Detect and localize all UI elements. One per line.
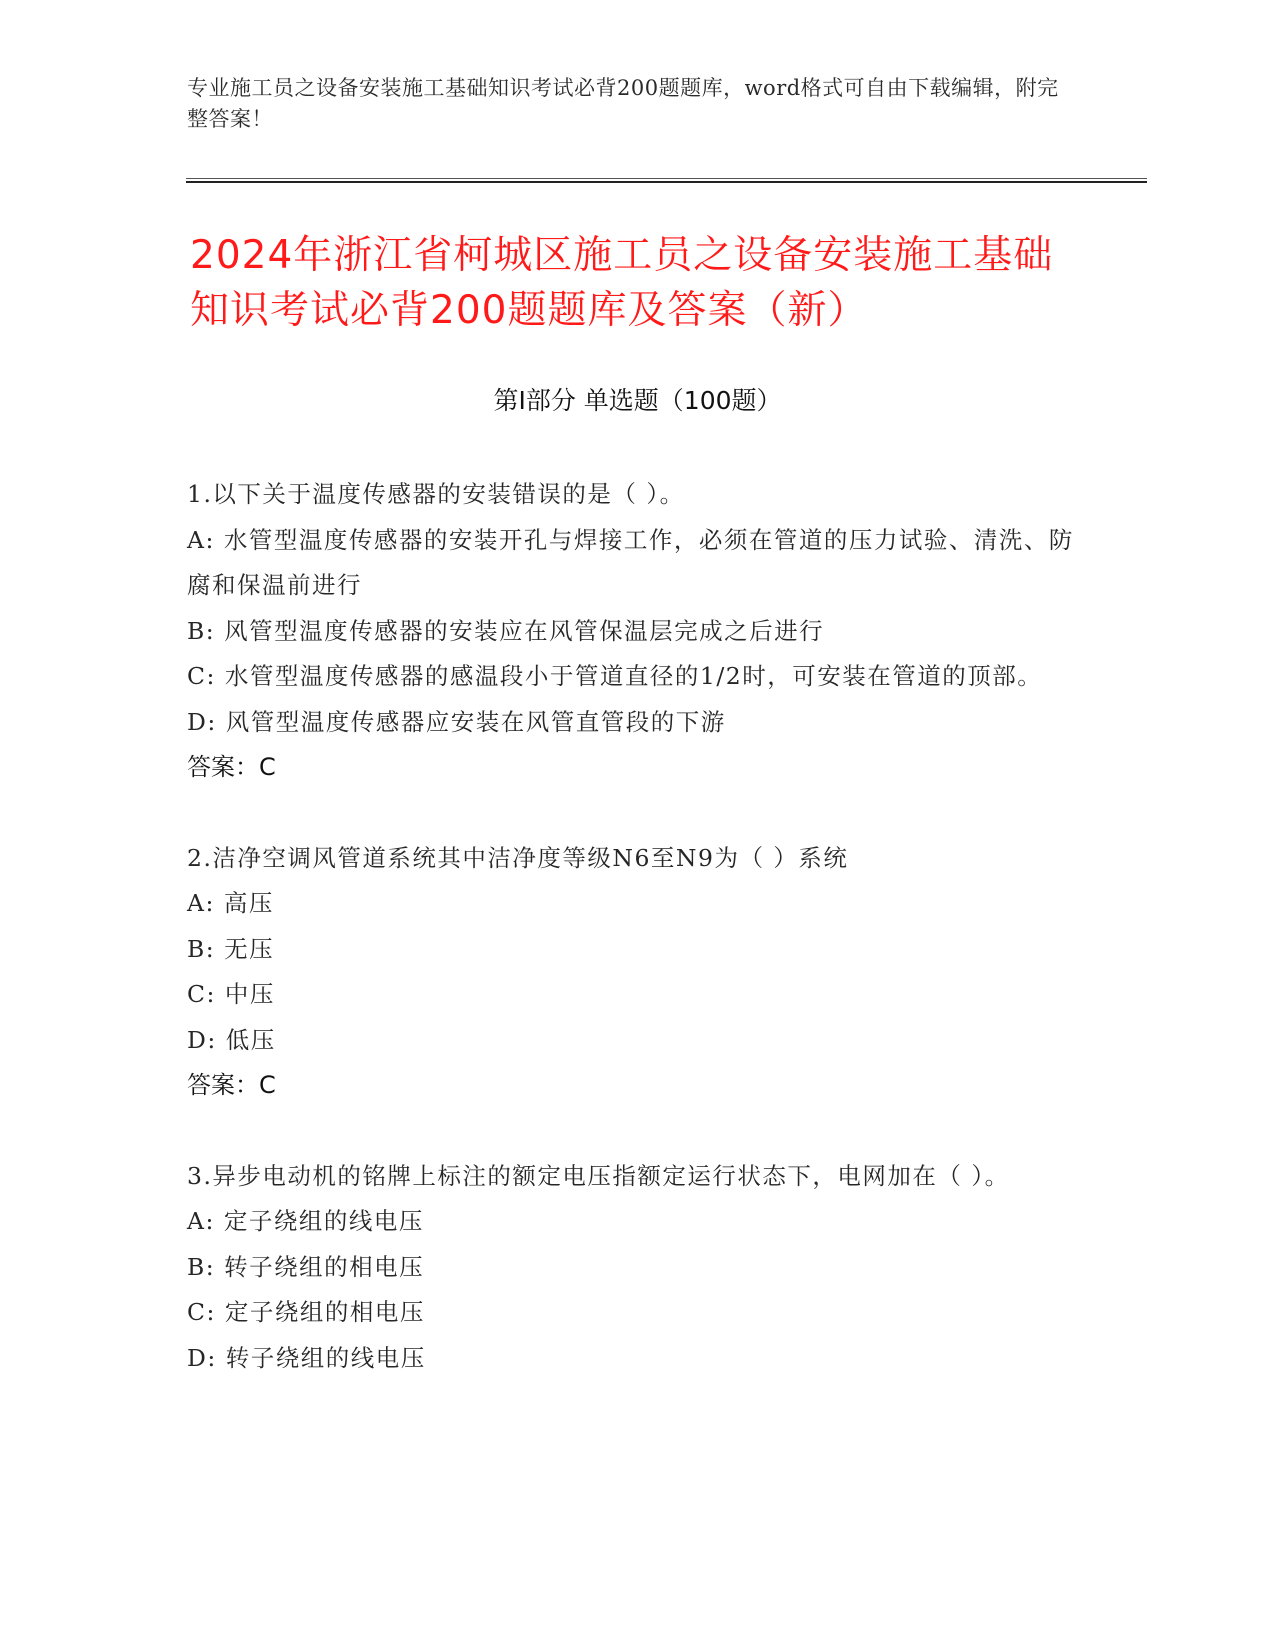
- question-stem-text: 1.以下关于温度传感器的安装错误的是（ ）。: [187, 480, 685, 508]
- option-a: [187, 518, 1077, 609]
- option-label: B:: [187, 934, 216, 963]
- option-label: A:: [187, 525, 215, 554]
- option-d: [187, 700, 1077, 746]
- answer-line: 答案：C: [187, 753, 276, 781]
- option-text: 定子绕组的线电压: [223, 1207, 424, 1235]
- option-label: B:: [187, 1252, 216, 1281]
- option-d: [187, 1018, 1077, 1064]
- question-stem: [187, 472, 1077, 518]
- option-c: [187, 654, 1077, 700]
- question-list: [187, 472, 1077, 1426]
- option-text: 风管型温度传感器应安装在风管直管段的下游: [225, 707, 726, 736]
- question-stem-text: 3.异步电动机的铭牌上标注的额定电压指额定运行状态下，电网加在（ ）。: [187, 1161, 1010, 1190]
- option-label: C:: [187, 662, 216, 690]
- question-stem: [187, 1154, 1077, 1200]
- header-divider-thin: [186, 178, 1147, 179]
- question-2: [187, 836, 1077, 1109]
- option-label: D:: [187, 707, 217, 736]
- option-text: 转子绕组的相电压: [224, 1252, 425, 1281]
- option-text: 水管型温度传感器的感温段小于管道直径的1/2时，可安装在管道的顶部。: [224, 662, 1043, 690]
- option-b: [187, 1245, 1077, 1291]
- question-1: [187, 472, 1077, 791]
- question-stem-text: 2.洁净空调风管道系统其中洁净度等级N6至N9为（ ）系统: [187, 843, 849, 872]
- option-c: [187, 1290, 1077, 1336]
- section-heading: 第Ⅰ部分 单选题（100题）: [493, 386, 782, 415]
- option-a: [187, 1199, 1077, 1245]
- option-text: 中压: [224, 980, 275, 1008]
- header-note: 专业施工员之设备安装施工基础知识考试必背200题题库，word格式可自由下载编辑，附完整答案！: [187, 76, 1059, 131]
- option-d: [187, 1336, 1077, 1382]
- option-text: 转子绕组的线电压: [225, 1343, 426, 1372]
- option-label: B:: [187, 616, 216, 645]
- document-title: 2024年浙江省柯城区施工员之设备安装施工基础知识考试必背200题题库及答案（新）: [190, 233, 1054, 333]
- option-text: 高压: [223, 889, 274, 917]
- option-text: 水管型温度传感器的安装开孔与焊接工作，必须在管道的压力试验、清洗、防腐和保温前进行: [187, 525, 1074, 599]
- option-label: A:: [187, 889, 215, 917]
- option-b: [187, 609, 1077, 655]
- option-label: C:: [187, 980, 216, 1008]
- option-label: D:: [187, 1343, 217, 1372]
- option-text: 风管型温度传感器的安装应在风管保温层完成之后进行: [224, 616, 825, 645]
- option-b: [187, 927, 1077, 973]
- question-3: [187, 1154, 1077, 1382]
- option-a: [187, 881, 1077, 927]
- option-label: D:: [187, 1025, 217, 1054]
- option-text: 低压: [225, 1025, 276, 1054]
- option-text: 无压: [224, 934, 275, 963]
- option-c: [187, 972, 1077, 1018]
- answer-line: 答案：C: [187, 1071, 276, 1099]
- question-stem: [187, 836, 1077, 882]
- header-divider-thick: [186, 181, 1147, 183]
- option-text: 定子绕组的相电压: [224, 1298, 425, 1326]
- option-label: A:: [187, 1207, 215, 1235]
- option-label: C:: [187, 1298, 216, 1326]
